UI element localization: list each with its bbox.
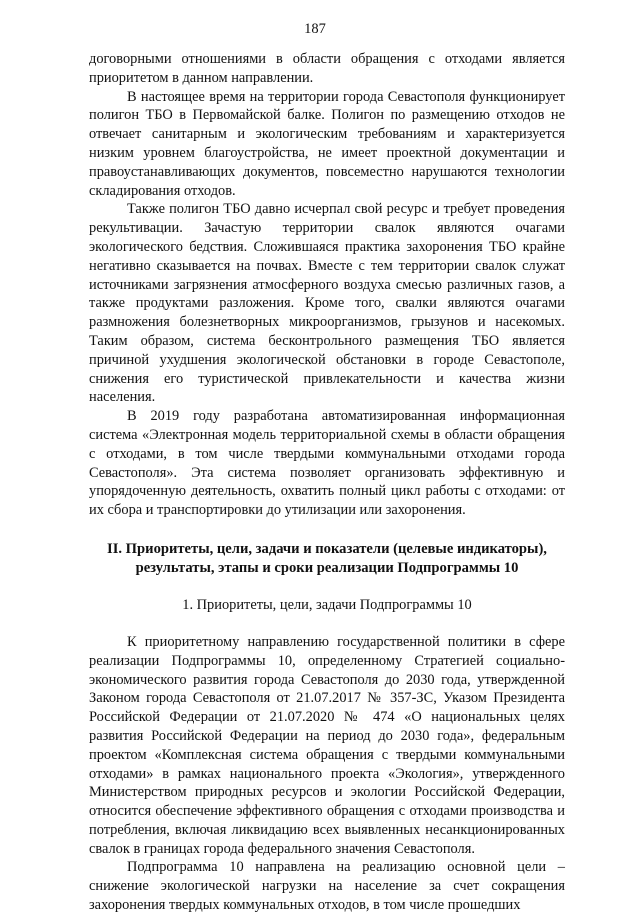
paragraph-information-system: В 2019 году разработана автоматизированная информационная система «Электронная модель территориальной схемы в области обращения с отходами, в том числе твердыми коммунальными отходами города Севастополя». Эта система позволяет организовать эффективную и упорядоченную деятельность, охватить полный цикл работы с отходами: от их сбора и транспортировки до утилизации или захоронения. bbox=[89, 408, 565, 519]
section-heading: II. Приоритеты, цели, задачи и показатели (целевые индикаторы), результаты, этапы и сроки реализации Подпрограммы 10 bbox=[107, 540, 547, 576]
paragraph-landfill-status: В настоящее время на территории города Севастополя функционирует полигон ТБО в Первомайской балке. Полигон по размещению отходов не отвечает санитарным и экологическим требованиям и характеризуется низким уровнем благоустройства, не имеет проектной документации и правоустанавливающих документов, повсеместно нарушаются технологии складирования отходов. bbox=[89, 88, 565, 199]
paragraph-continuation: договорными отношениями в области обращения с отходами является приоритетом в данном направлении. bbox=[89, 51, 565, 86]
paragraph-landfill-impact: Также полигон ТБО давно исчерпал свой ресурс и требует проведения рекультивации. Зачастую территории свалок являются очагами экологического бедствия. Сложившаяся практика захоронения ТБО крайне негативно сказывается на почвах. Вместе с тем территории свалок служат источниками загрязнения атмосферного воздуха смесью различных газов, а также продуктами разложения. Кроме того, свалки являются очагами размножения болезнетворных микроорганизмов, грызунов и насекомых. Таким образом, система бесконтрольного размещения ТБО является причиной ухудшения экологической обстановки в городе Севастополе, снижения его туристической привлекательности и качества жизни населения. bbox=[89, 201, 565, 406]
page-number: 187 bbox=[304, 21, 326, 37]
paragraph-priority-direction: К приоритетному направлению государственной политики в сфере реализации Подпрограммы 10, определенному Стратегией социально-экономического развития города Севастополя до 2030 года, утвержденной Законом города Севастополя от 21.07.2017 № 357-ЗС, Указом Президента Российской Федерации от 21.07.2020 № 474 «О национальных целях развития Российской Федерации на период до 2030 года», федеральным проектом «Комплексная система обращения с твердыми коммунальными отходами» в рамках национального проекта «Экология», утвержденного Министерством природных ресурсов и экологии Российской Федерации, относится обеспечение эффективного обращения с отходами производства и потребления, включая ликвидацию всех выявленных несанкционированных свалок в границах города федерального значения Севастополя. bbox=[89, 633, 565, 857]
page-content bbox=[89, 50, 565, 915]
subsection-heading: 1. Приоритеты, цели, задачи Подпрограммы 10 bbox=[182, 596, 472, 613]
paragraph-subprogram-goal: Подпрограмма 10 направлена на реализацию основной цели – снижение экологической нагрузки на население за счет сокращения захоронения твердых коммунальных отходов, в том числе прошедших bbox=[89, 859, 565, 914]
